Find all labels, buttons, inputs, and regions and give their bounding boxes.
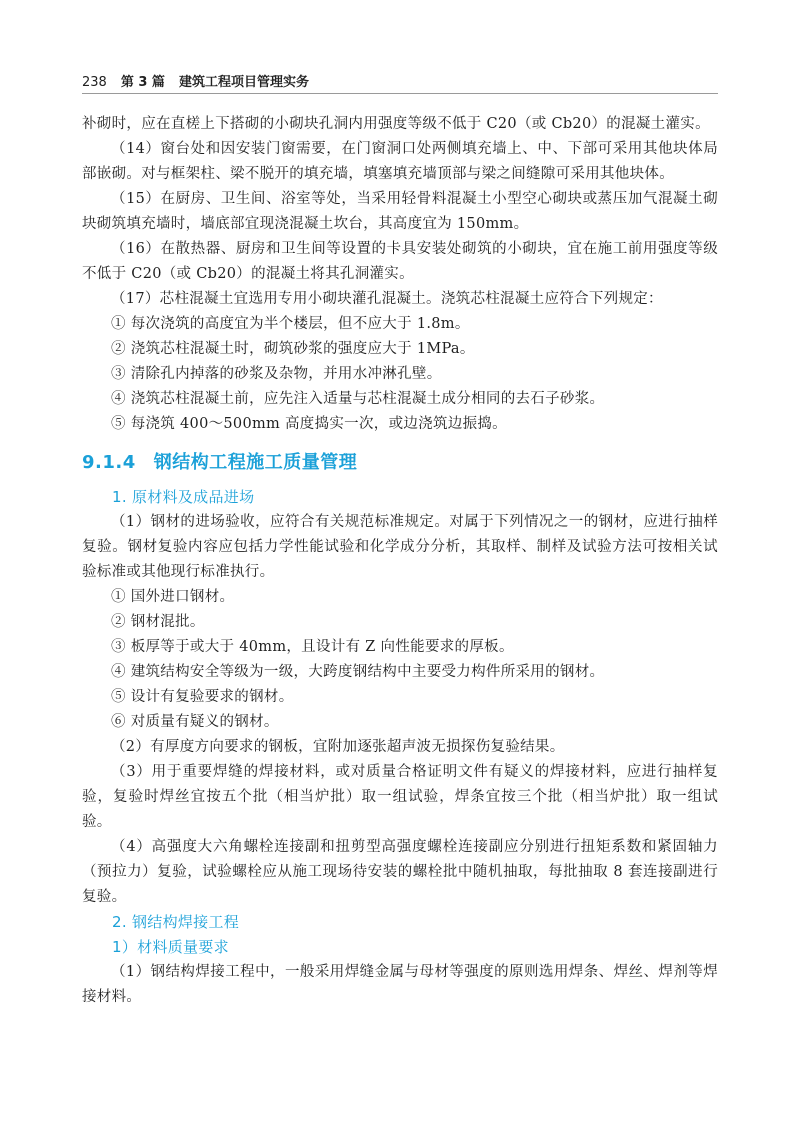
paragraph-item-15: （15）在厨房、卫生间、浴室等处，当采用轻骨料混凝土小型空心砌块或蒸压加气混凝土砌块砌筑填充墙时，墙底部宜现浇混凝土坎台，其高度宜为 150mm。 [82,191,718,232]
list-item: ⑤ 每浇筑 400～500mm 高度捣实一次，或边浇筑边振捣。 [111,416,507,432]
header-rule [82,93,718,94]
subsection-heading-1: 1. 原材料及成品进场 [112,488,255,506]
running-header [82,66,718,90]
subsection-heading-2: 2. 钢结构焊接工程 [112,913,240,931]
paragraph-steel-1: （1）钢材的进场验收，应符合有关规范标准规定。对属于下列情况之一的钢材，应进行抽样复验。钢材复验内容应包括力学性能试验和化学成分分析，其取样、制样及试验方法可按相关试验标准或其他现行标准执行。 [82,514,718,580]
page-body [82,112,718,1010]
paragraph-steel-3: （3）用于重要焊缝的焊接材料，或对质量合格证明文件有疑义的焊接材料，应进行抽样复验，复验时焊丝宜按五个批（相当炉批）取一组试验，焊条宜按三个批（相当炉批）取一组试验。 [82,764,718,830]
paragraph-continued: 补砌时，应在直槎上下搭砌的小砌块孔洞内用强度等级不低于 C20（或 Cb20）的混凝土灌实。 [82,116,710,132]
list-item: ⑥ 对质量有疑义的钢材。 [111,714,279,730]
list-item: ② 浇筑芯柱混凝土时，砌筑砂浆的强度应大于 1MPa。 [111,341,475,357]
list-item: ⑤ 设计有复验要求的钢材。 [111,689,294,705]
paragraph-welding-1: （1）钢结构焊接工程中，一般采用焊缝金属与母材等强度的原则选用焊条、焊丝、焊剂等焊接材料。 [82,964,718,1005]
section-number: 9.1.4 [82,452,136,473]
part-label: 第 3 篇 [120,75,165,90]
paragraph-steel-2: （2）有厚度方向要求的钢板，宜附加逐张超声波无损探伤复验结果。 [111,739,565,755]
paragraph-item-16: （16）在散热器、厨房和卫生间等设置的卡具安装处砌筑的小砌块，宜在施工前用强度等级不低于 C20（或 Cb20）的混凝土将其孔洞灌实。 [82,241,718,282]
paragraph-steel-4: （4）高强度大六角螺栓连接副和扭剪型高强度螺栓连接副应分别进行扭矩系数和紧固轴力（预拉力）复验，试验螺栓应从施工现场待安装的螺栓批中随机抽取，每批抽取 8 套连接副进行复验。 [82,839,718,905]
list-item: ③ 清除孔内掉落的砂浆及杂物，并用水冲淋孔壁。 [111,366,442,382]
paragraph-item-14: （14）窗台处和因安装门窗需要，在门窗洞口处两侧填充墙上、中、下部可采用其他块体局部嵌砌。对与框架柱、梁不脱开的填充墙，填塞填充墙顶部与梁之间缝隙可采用其他块体。 [82,141,718,182]
list-item: ③ 板厚等于或大于 40mm，且设计有 Z 向性能要求的厚板。 [111,639,514,655]
list-item: ④ 建筑结构安全等级为一级，大跨度钢结构中主要受力构件所采用的钢材。 [111,664,605,680]
subsection-heading-2-1: 1）材料质量要求 [112,938,229,956]
list-item: ④ 浇筑芯柱混凝土前，应先注入适量与芯柱混凝土成分相同的去石子砂浆。 [111,391,605,407]
section-heading [82,449,718,477]
part-title: 建筑工程项目管理实务 [178,75,309,90]
section-title: 钢结构工程施工质量管理 [153,452,358,473]
paragraph-item-17: （17）芯柱混凝土宜选用专用小砌块灌孔混凝土。浇筑芯柱混凝土应符合下列规定： [111,291,663,307]
page-number: 238 [82,75,107,90]
list-item: ② 钢材混批。 [111,614,205,630]
list-item: ① 每次浇筑的高度宜为半个楼层，但不应大于 1.8m。 [111,316,470,332]
list-item: ① 国外进口钢材。 [111,589,235,605]
